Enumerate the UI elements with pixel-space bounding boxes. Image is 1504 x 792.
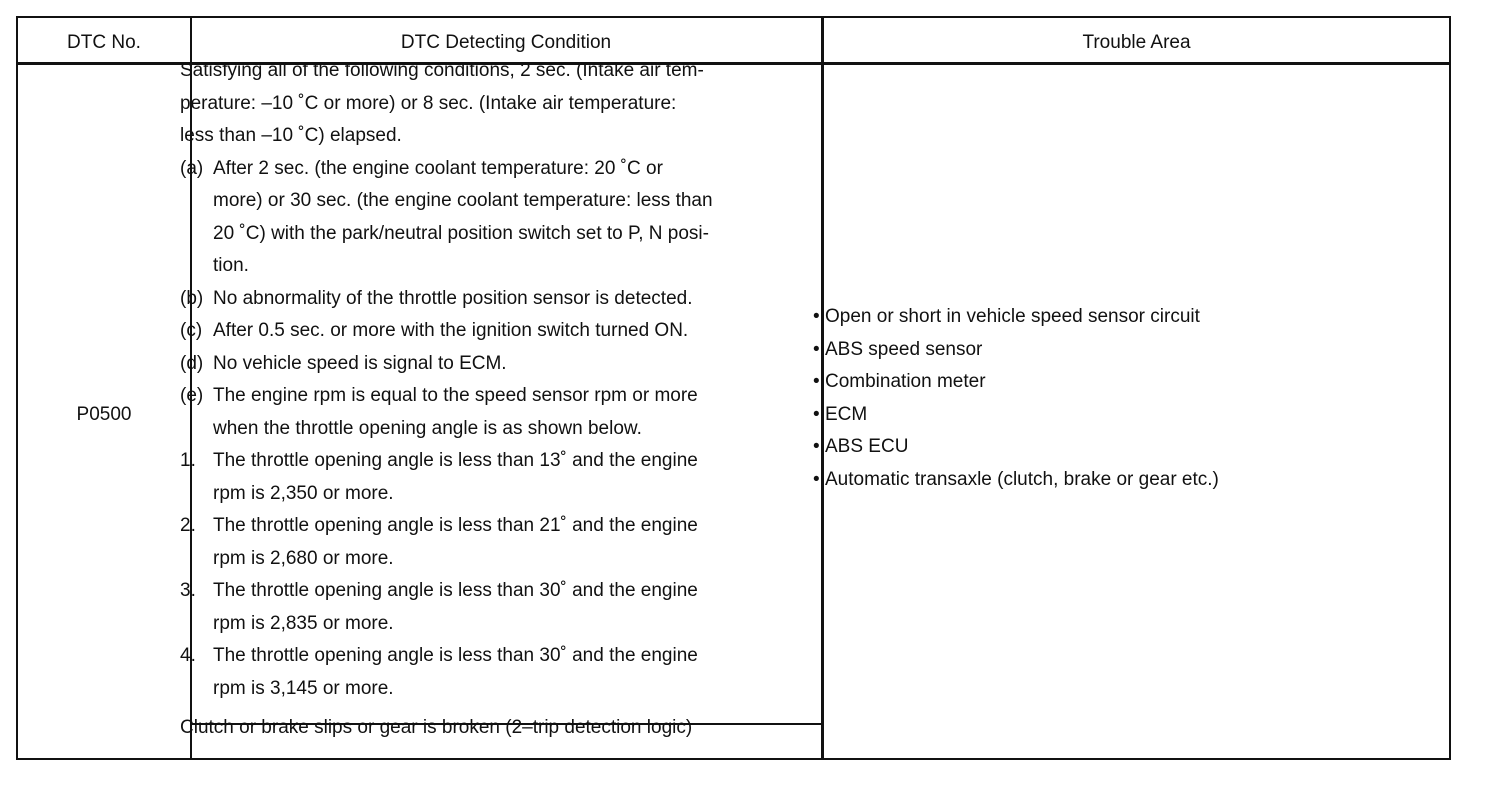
item-number: 4. <box>180 645 196 666</box>
item-label: (c) <box>180 320 203 341</box>
item-line: After 2 sec. (the engine coolant temperature: 20 ˚C or <box>213 157 663 179</box>
item-line: tion. <box>213 255 249 276</box>
header-condition: DTC Detecting Condition <box>400 32 612 53</box>
item-line: After 0.5 sec. or more with the ignition switch turned ON. <box>213 320 689 341</box>
item-line: No abnormality of the throttle position sensor is detected. <box>213 287 693 309</box>
condition-footer: Clutch or brake slips or gear is broken (2–trip detection logic) <box>180 717 693 738</box>
numbered-item-1 <box>180 445 800 510</box>
item-number: 1. <box>180 450 196 471</box>
numbered-item-3 <box>180 575 800 640</box>
bullet-icon: • <box>813 403 820 425</box>
condition-intro-line: perature: –10 ˚C or more) or 8 sec. (Intake air temperature: <box>180 92 677 114</box>
condition-item-d <box>180 348 800 381</box>
item-line: The engine rpm is equal to the speed sensor rpm or more <box>213 385 698 406</box>
item-number: 3. <box>180 580 196 601</box>
bullet-icon: • <box>813 338 820 360</box>
item-line: The throttle opening angle is less than 30˚ and the engine <box>213 645 698 666</box>
condition-item-e <box>180 380 800 445</box>
trouble-area-text: Combination meter <box>825 371 986 392</box>
item-line: The throttle opening angle is less than 13˚ and the engine <box>213 450 698 471</box>
trouble-area-cell <box>813 301 1423 496</box>
dtc-code: P0500 <box>76 404 132 425</box>
trouble-area-item <box>813 334 1423 367</box>
condition-item-c <box>180 315 800 348</box>
item-line: rpm is 2,835 or more. <box>213 612 394 634</box>
trouble-area-item <box>813 301 1423 334</box>
numbered-item-2 <box>180 510 800 575</box>
item-number: 2. <box>180 515 196 536</box>
item-line: The throttle opening angle is less than 21˚ and the engine <box>213 515 698 536</box>
item-label: (d) <box>180 352 204 374</box>
trouble-area-text: ABS speed sensor <box>825 338 983 360</box>
item-label: (b) <box>180 287 204 309</box>
item-label: (a) <box>180 157 204 179</box>
item-line: rpm is 2,350 or more. <box>213 482 394 504</box>
item-line: No vehicle speed is signal to ECM. <box>213 352 507 374</box>
item-line: more) or 30 sec. (the engine coolant temperature: less than <box>213 190 713 211</box>
trouble-area-item <box>813 464 1423 497</box>
item-line: 20 ˚C) with the park/neutral position switch set to P, N posi- <box>213 222 709 244</box>
condition-intro-line: less than –10 ˚C) elapsed. <box>180 125 402 146</box>
bullet-icon: • <box>813 468 820 490</box>
trouble-area-text: Automatic transaxle (clutch, brake or gear etc.) <box>825 468 1219 490</box>
trouble-area-text: ECM <box>825 403 868 425</box>
condition-item-a <box>180 153 800 283</box>
numbered-item-4 <box>180 640 800 705</box>
bullet-icon: • <box>813 371 820 392</box>
trouble-area-item <box>813 366 1423 399</box>
item-line: rpm is 2,680 or more. <box>213 547 394 569</box>
item-line: rpm is 3,145 or more. <box>213 677 394 699</box>
item-label: (e) <box>180 385 204 406</box>
trouble-area-text: ABS ECU <box>825 436 909 457</box>
bullet-icon: • <box>813 306 820 327</box>
header-trouble-area: Trouble Area <box>1082 32 1191 53</box>
condition-intro-line: Satisfying all of the following conditions, 2 sec. (Intake air tem- <box>180 60 704 81</box>
item-line: when the throttle opening angle is as shown below. <box>213 417 642 439</box>
condition-cell <box>180 55 800 705</box>
condition-item-b <box>180 283 800 316</box>
item-line: The throttle opening angle is less than 30˚ and the engine <box>213 580 698 601</box>
trouble-area-text: Open or short in vehicle speed sensor circuit <box>825 306 1200 327</box>
bullet-icon: • <box>813 436 820 457</box>
trouble-area-item <box>813 431 1423 464</box>
trouble-area-item <box>813 399 1423 432</box>
header-dtc-no: DTC No. <box>67 32 141 53</box>
